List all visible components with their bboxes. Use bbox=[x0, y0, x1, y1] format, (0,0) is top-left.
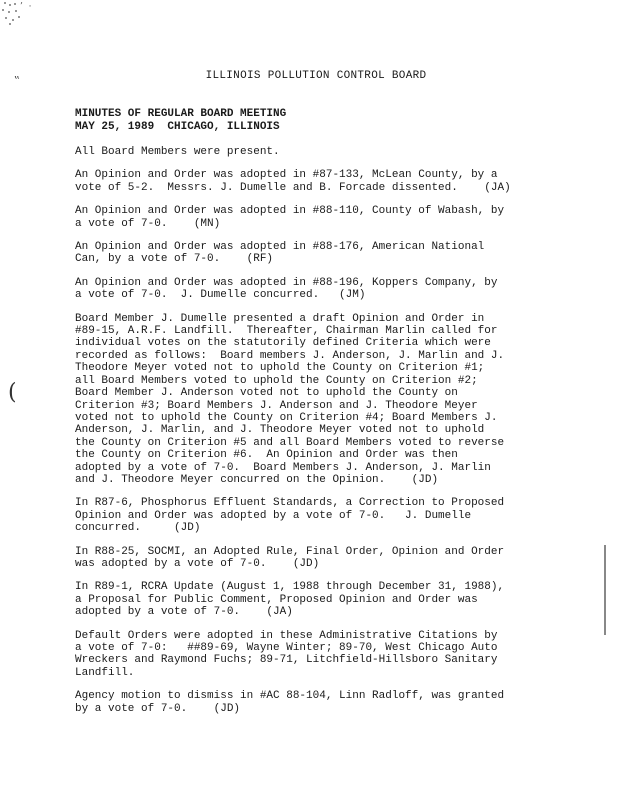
paragraph-88-110: An Opinion and Order was adopted in #88-110, County of Wabash, by a vote of 7-0. (MN) bbox=[75, 205, 505, 230]
paragraph-88-196: An Opinion and Order was adopted in #88-196, Koppers Company, by a vote of 7-0. J. Dumelle concurred. (JM) bbox=[75, 276, 498, 302]
scan-speck: ’ · bbox=[20, 2, 32, 12]
paragraph-attendance: All Board Members were present. bbox=[75, 146, 280, 158]
paragraph-r88-25: In R88-25, SOCMI, an Adopted Rule, Final Order, Opinion and Order was adopted by a vote of 7-0. (JD) bbox=[75, 545, 505, 570]
header-line-date: MAY 25, 1989 CHICAGO, ILLINOIS bbox=[75, 121, 280, 133]
paragraph-87-133: An Opinion and Order was adopted in #87-133, McLean County, by a vote of 5-2. Messrs. J. Dumelle and B. Forcade dissented. (JA) bbox=[75, 169, 511, 194]
scan-speck-cluster bbox=[0, 0, 22, 26]
paragraph-89-15: Board Member J. Dumelle presented a draft Opinion and Order in #89-15, A.R.F. Landfill. Thereafter, Chairman Marlin called for individual votes on the statutorily defined Criteria which were recorded as follows: Board members J. Anderson, J. Marlin and J. Theodore Meyer voted not to uphold the County on Criterion #1; all Board Members voted to uphold the County on Criterion #2; Board Member J. Anderson voted not to uphold the County on Criterion #3; Board Members J. Anderson and J. Theodore Meyer voted not to uphold the County on Criterion #4; Board Members J. Anderson, J. Marlin, and J. Theodore Meyer voted not to uphold the County on Criterion #5 and all Board Members voted to reverse the County on Criterion #6. An Opinion and Order was then adopted by a vote of 7-0. Board Members J. Anderson, J. Marlin and J. Theodore Meyer concurred on the Opinion. (JD) bbox=[75, 312, 505, 486]
minutes-header bbox=[75, 108, 286, 134]
header-line-meeting: MINUTES OF REGULAR BOARD MEETING bbox=[75, 108, 287, 120]
paragraph-r87-6: In R87-6, Phosphorus Effluent Standards, a Correction to Proposed Opinion and Order was adopted by a vote of 7-0. J. Dumelle concurred. (JD) bbox=[75, 497, 505, 535]
scan-mark: ( bbox=[8, 380, 17, 405]
paragraph-r89-1: In R89-1, RCRA Update (August 1, 1988 through December 31, 1988), a Proposal for Public Comment, Proposed Opinion and Order was adopted by a vote of 7-0. (JA) bbox=[75, 581, 505, 619]
paragraph-ac-88-104: Agency motion to dismiss in #AC 88-104, Linn Radloff, was granted by a vote of 7-0. (JD) bbox=[75, 690, 505, 715]
paragraph-88-176: An Opinion and Order was adopted in #88-176, American National Can, by a vote of 7-0. (RF) bbox=[75, 241, 485, 266]
scan-speck: ‟ bbox=[14, 74, 21, 88]
minutes-body bbox=[75, 146, 545, 726]
page-title: ILLINOIS POLLUTION CONTROL BOARD bbox=[205, 70, 427, 82]
scan-edge-line bbox=[604, 545, 606, 635]
paragraph-default-orders: Default Orders were adopted in these Administrative Citations by a vote of 7-0: ##89-69, Wayne Winter; 89-70, West Chicago Auto Wreckers and Raymond Fuchs; 89-71, Litchfield-Hillsboro Sanitary Landfill. bbox=[75, 629, 498, 679]
